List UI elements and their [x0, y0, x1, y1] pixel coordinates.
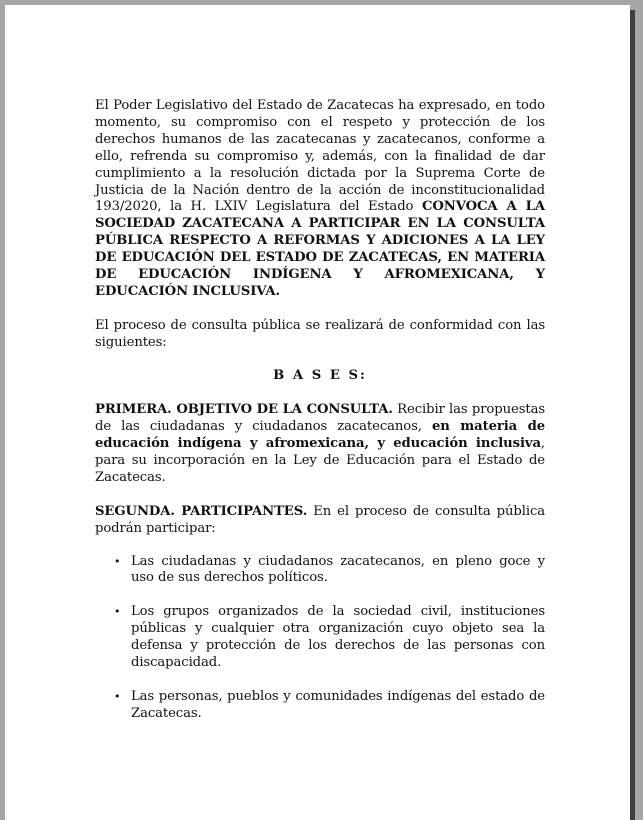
segunda-text: En el proceso de consulta pública podrán participar:: [95, 503, 545, 536]
list-item-text: Las ciudadanas y ciudadanos zacatecanos, en pleno goce y uso de sus derechos políticos.: [131, 553, 545, 586]
list-item: [114, 688, 545, 723]
intro-text: El Poder Legislativo del Estado de Zacatecas ha expresado, en todo momento, su compromiso con el respeto y protección de los derechos humanos de las zacatecanas y zacatecanos, conforme a ello, refrenda su compromiso y, además, con la finalidad de dar cumplimiento a la resolución dictada por la Suprema Corte de Justicia de la Nación dentro de la acción de inconstitucionalidad 193/2020, la H. LXIV Legislatura del Estado: [95, 98, 545, 215]
list-item: [114, 604, 545, 672]
primera-bold-text: en materia de educación indígena y afromexicana, y educación inclusiva: [95, 419, 545, 452]
bases-title: B A S E S:: [273, 368, 367, 384]
list-item-text: Los grupos organizados de la sociedad civil, instituciones públicas y cualquier otra organización cuyo objeto sea la defensa y protección de los derechos de las personas con discapacidad.: [131, 604, 545, 670]
primera-heading: PRIMERA. OBJETIVO DE LA CONSULTA.: [95, 402, 393, 418]
list-item: [114, 553, 545, 588]
intro-paragraph: [95, 98, 545, 301]
bullet-icon: •: [114, 605, 121, 619]
primera-paragraph: [95, 402, 545, 487]
list-item-text: Las personas, pueblos y comunidades indígenas del estado de Zacatecas.: [131, 688, 545, 721]
bullet-icon: •: [114, 689, 121, 703]
document-body: [95, 98, 545, 723]
segunda-paragraph: [95, 504, 545, 538]
primera-text-end: , para su incorporación en la Ley de Educación para el Estado de Zacatecas.: [95, 436, 545, 485]
bullet-icon: •: [114, 554, 121, 568]
participants-list: [95, 554, 545, 723]
segunda-heading: SEGUNDA. PARTICIPANTES.: [95, 503, 308, 519]
process-paragraph: El proceso de consulta pública se realizará de conformidad con las siguientes:: [95, 317, 545, 350]
intro-convocatoria: CONVOCA A LA SOCIEDAD ZACATECANA A PARTICIPAR EN LA CONSULTA PÚBLICA RESPECTO A REFORMAS Y ADICIONES A LA LEY DE EDUCACIÓN DEL ESTADO DE ZACATECAS, EN MATERIA DE EDUCACIÓN INDÍGENA Y AFROMEXICANA, Y EDUCACIÓN INCLUSIVA.: [95, 199, 545, 299]
primera-text: Recibir las propuestas de las ciudadanas y ciudadanos zacatecanos,: [95, 402, 545, 435]
document-page: [5, 5, 630, 820]
